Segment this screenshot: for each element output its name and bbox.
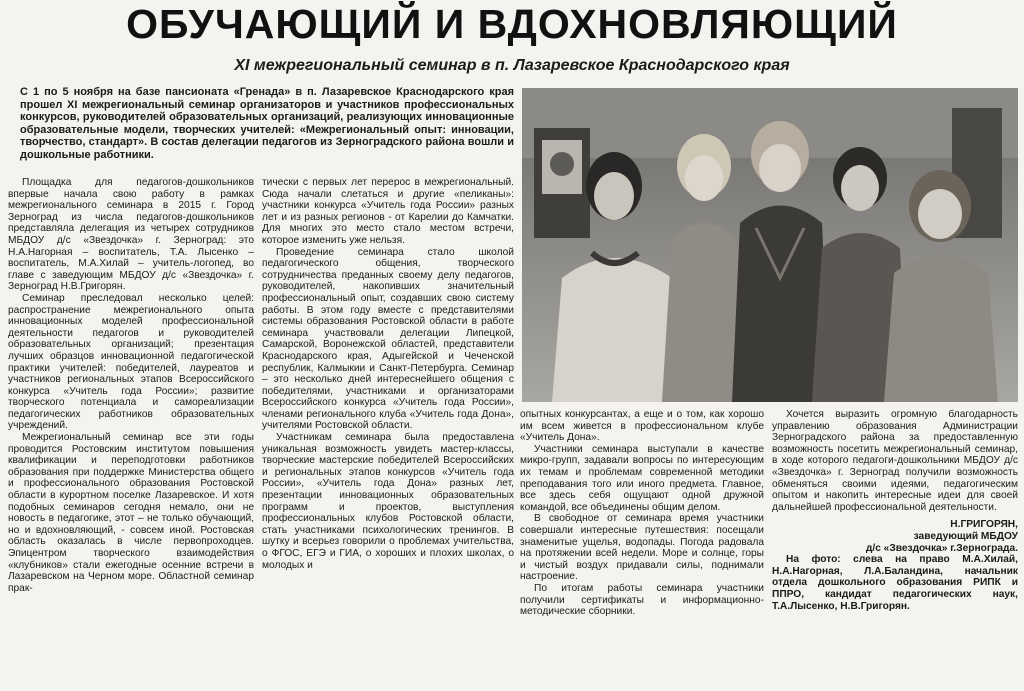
signature-org: д/с «Звездочка» г.Зернограда. [865,542,1018,554]
subheadline: XI межрегиональный семинар в п. Лазаревское Краснодарского края [234,57,790,74]
paragraph: Участникам семинара была предоставлена уникальная возможность увидеть мастер-классы, творческие мастерские победителей Всероссийских и региональных этапов конкурсов «Учитель года России», «Учитель года Дона» разных лет, презентации инновационных образовательных программ и проектов, выступления профессиональных клубов Ростовской области, стать участниками психологических тренингов. В шутку и всерьез говорили о проблемах учительства, о ФГОС, ЕГЭ и ГИА, о хороших и плохих школах, о молодых и [262,432,514,571]
column-3 [520,409,764,687]
signature-block [772,519,1018,554]
paragraph: опытных конкурсантах, а еще и о том, как хорошо им всем живется в профессиональном клубе «Учитель Дона». [520,409,764,444]
paragraph: В свободное от семинара время участники совершали интересные путешествия: посещали знаменитые ущелья, водопады. Погода радовала на протяжении всей недели. Море и солнце, горы и чистый воздух придавали силы, поднимали настроение. [520,513,764,583]
paragraph: Межрегиональный семинар все эти годы проводится Ростовским институтом повышения квалификации и переподготовки работников образования при поддержке Министерства общего и профессионального образования Ростовской области в курортном поселке Лазаревское. И хотя подобных семинаров сегодня немало, они не новость в педагогике, этот – не только обучающий, но и вдохновляющий, - совсем иной. Ростовская область оказалась в числе первопроходцев. Эпицентром творческого взаимодействия «клубников» стали ежегодные осенние встречи в Лазаревском на Черном море. Областной семинар прак- [8,432,254,594]
paragraph: По итогам работы семинара участники получили сертификаты и информационно-методические сборники. [520,582,764,618]
column-1 [8,177,254,689]
signature-title: заведующий МБДОУ [913,530,1018,542]
photo-caption: На фото: слева на право М.А.Хилай, Н.А.Нагорная, Л.А.Баландина, начальник отдела дошкольного образования РИПК и ППРО, кандидат педагогических наук, Т.А.Лысенко, Н.В.Григорян. [772,554,1018,612]
column-2 [262,177,514,689]
paragraph: тически с первых лет перерос в межрегиональный. Сюда начали слетаться и другие «пеликаны»: участники конкурса «Учитель года России» разных лет и из разных регионов - от Карелии до Камчатки. Для многих это место стало местом встречи, которое изменить уже нельзя. [262,177,514,246]
paragraph: Хочется выразить огромную благодарность управлению образования Администрации Зерноградского района за предоставленную возможность посетить межрегиональный семинар, в ходе которого педагоги-дошкольники МБДОУ д/с «Звездочка» г. Зерноград получили возможность обменяться своими идеями, педагогическим опытом и накопить интересные идеи для своей дальнейшей профессиональной деятельности. [772,409,1018,513]
group-photo [522,88,1018,402]
headline: ОБУЧАЮЩИЙ И ВДОХНОВЛЯЮЩИЙ [126,1,898,47]
paragraph: Семинар преследовал несколько целей: распространение межрегионального опыта инновационных моделей профессиональной деятельности педагогов и руководителей образовательных организаций; презентация лучших образцов инновационной педагогической практики учителей: победителей, лауреатов и участников региональных этапов Всероссийского конкурса «Учитель года России»; развитие творческого потенциала и самореализации педагогических работников образовательных учреждений. [8,292,254,432]
signature-name: Н.ГРИГОРЯН, [950,519,1018,531]
paragraph: Участники семинара выступали в качестве микро-групп, задавали вопросы по интересующим их темам и проблемам современной методики преподавания того или иного предмета. Главное, все здесь себя ощущают одной дружной командой, все объединены общим делом. [520,443,764,513]
lead-paragraph: С 1 по 5 ноября на базе пансионата «Гренада» в п. Лазаревское Краснодарского края прошел XI межрегиональный семинар организаторов и участников профессиональных конкурсов, руководителей образовательных организаций, реализующих инновационные образовательные модели, творческих учителей: «Межрегиональный опыт: инновации, творчество, стандарт». В состав делегации педагогов из Зерноградского района вошли и дошкольные работники. [20,86,514,161]
column-4 [772,409,1018,687]
paragraph: Проведение семинара стало школой педагогического общения, творческого сотрудничества преданных своему делу педагогов, руководителей, накопивших значительный профессиональный опыт, создавших свою систему работы. В этом году вместе с представителями системы образования Ростовской области в работе семинара участвовали делегации Липецкой, Самарской, Воронежской областей, представители Краснодарского края, Адыгейской и Чеченской республик, Калмыкии и Санкт-Петербурга. Семинар – это несколько дней интереснейшего общения с победителями, участниками и организаторами Всероссийского конкурса «Учитель года России», членами регионального клуба «Учитель года Дона», учителями Ростовской области. [262,246,514,432]
paragraph: Площадка для педагогов-дошкольников впервые начала свою работу в рамках межрегионального семинара в 2015 г. Город Зерноград из числа педагогов-дошкольников представляла делегация из четырех сотрудников МБДОУ д/с «Звездочка» г. Зерноград: это Н.А.Нагорная – воспитатель, Т.А. Лысенко – воспитатель, М.А.Хилай – учитель-логопед, во главе с заведующим МБДОУ д/с «Звездочка» г. Зерноград Н.В.Григорян. [8,177,254,293]
